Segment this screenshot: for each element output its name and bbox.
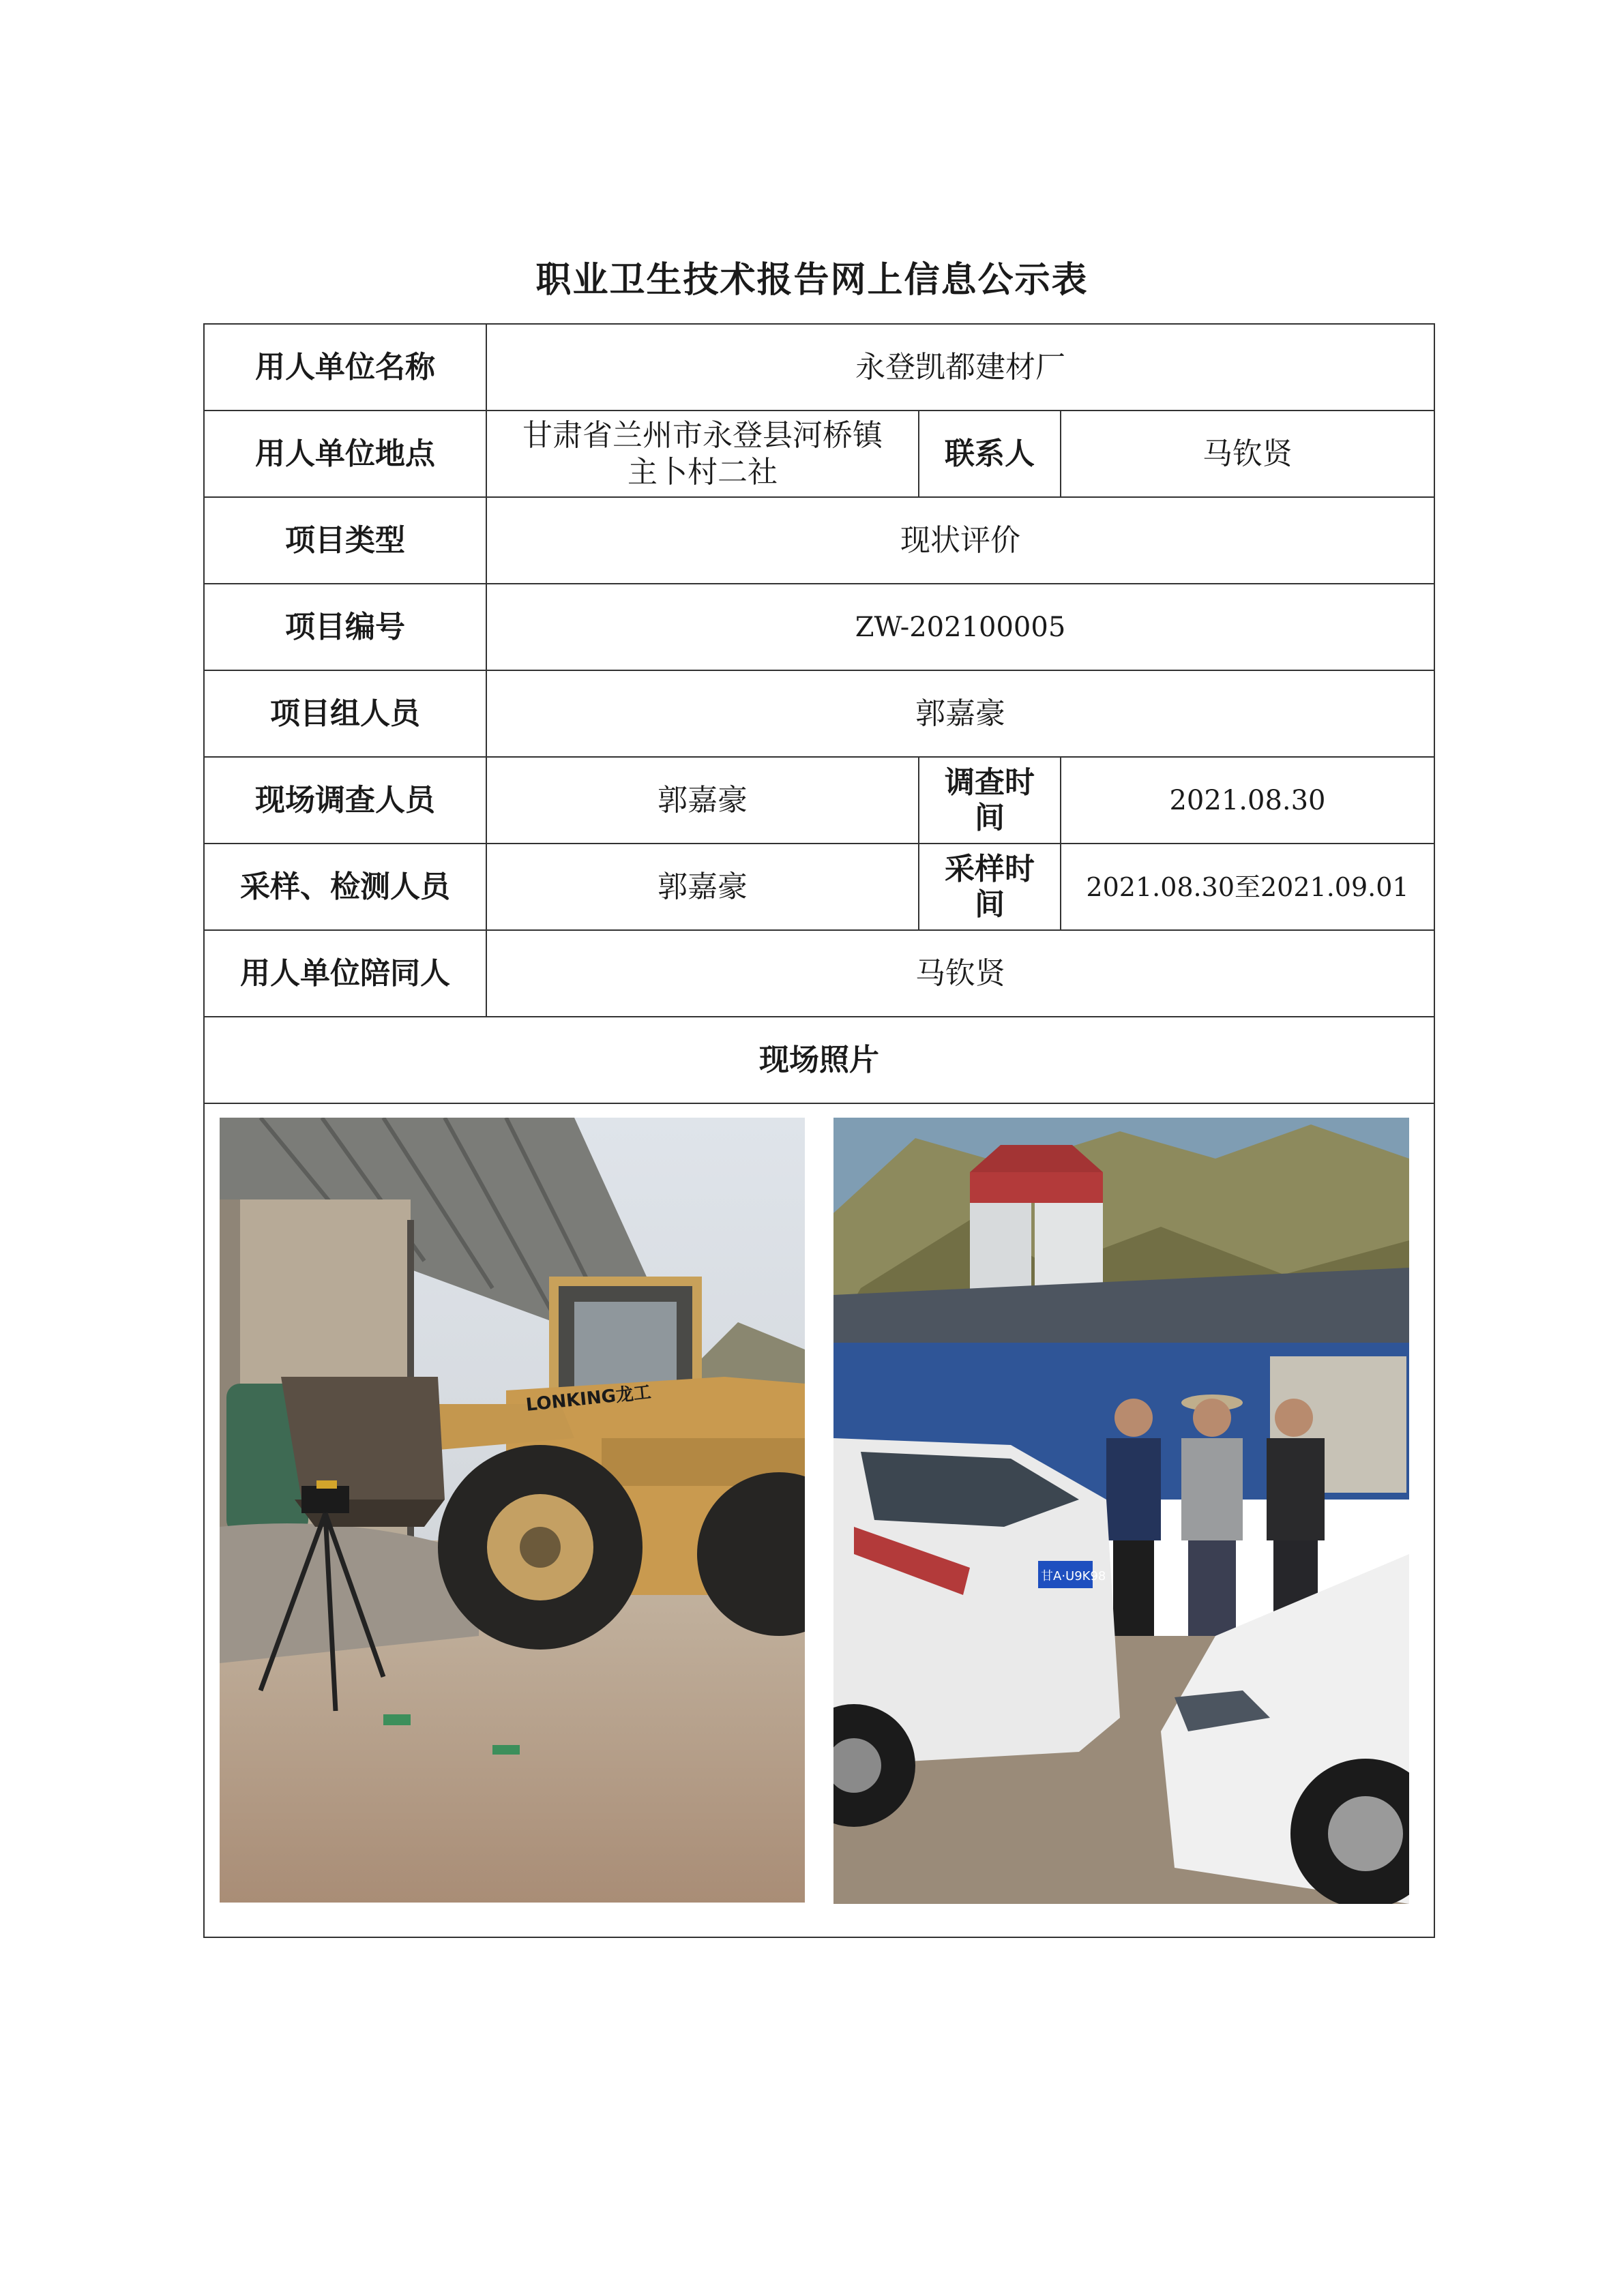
accompany-value: 马钦贤	[486, 930, 1434, 1017]
unit-address-value: 甘肃省兰州市永登县河桥镇主卜村二社	[486, 411, 919, 497]
row-photos	[204, 1103, 1434, 1937]
row-project-type	[204, 497, 1434, 584]
sampling-time-label: 采样时间	[919, 844, 1061, 930]
photos-cell	[204, 1103, 1434, 1937]
row-photos-header	[204, 1017, 1434, 1103]
row-project-team	[204, 670, 1434, 757]
survey-time-label: 调查时间	[919, 757, 1061, 844]
sampling-staff-label: 采样、检测人员	[204, 844, 486, 930]
sampling-staff-value: 郭嘉豪	[486, 844, 919, 930]
info-table	[203, 323, 1435, 1938]
row-survey-staff	[204, 757, 1434, 844]
person-1	[1106, 1399, 1161, 1663]
row-accompany	[204, 930, 1434, 1017]
project-team-label: 项目组人员	[204, 670, 486, 757]
row-project-no	[204, 584, 1434, 670]
photo-loader	[220, 1118, 805, 1903]
row-sampling-staff	[204, 844, 1434, 930]
sampling-time-value: 2021.08.30至2021.09.01	[1061, 844, 1434, 930]
contact-value: 马钦贤	[1061, 411, 1434, 497]
row-unit-name	[204, 324, 1434, 411]
survey-staff-value: 郭嘉豪	[486, 757, 919, 844]
contact-label: 联系人	[919, 411, 1061, 497]
unit-name-value: 永登凯都建材厂	[486, 324, 1434, 411]
photos-header: 现场照片	[204, 1017, 1434, 1103]
survey-staff-label: 现场调查人员	[204, 757, 486, 844]
project-type-value: 现状评价	[486, 497, 1434, 584]
unit-name-label: 用人单位名称	[204, 324, 486, 411]
row-unit-address	[204, 411, 1434, 497]
project-no-label: 项目编号	[204, 584, 486, 670]
unit-address-label: 用人单位地点	[204, 411, 486, 497]
loader-brand: LONKING龙工	[525, 1382, 653, 1416]
accompany-label: 用人单位陪同人	[204, 930, 486, 1017]
photo-workers	[833, 1118, 1409, 1904]
project-no-value: ZW-202100005	[486, 584, 1434, 670]
survey-time-value: 2021.08.30	[1061, 757, 1434, 844]
project-type-label: 项目类型	[204, 497, 486, 584]
page-title: 职业卫生技术报告网上信息公示表	[535, 260, 1089, 301]
plate-text: 甘A·U9K98	[1041, 1569, 1106, 1583]
project-team-value: 郭嘉豪	[486, 670, 1434, 757]
